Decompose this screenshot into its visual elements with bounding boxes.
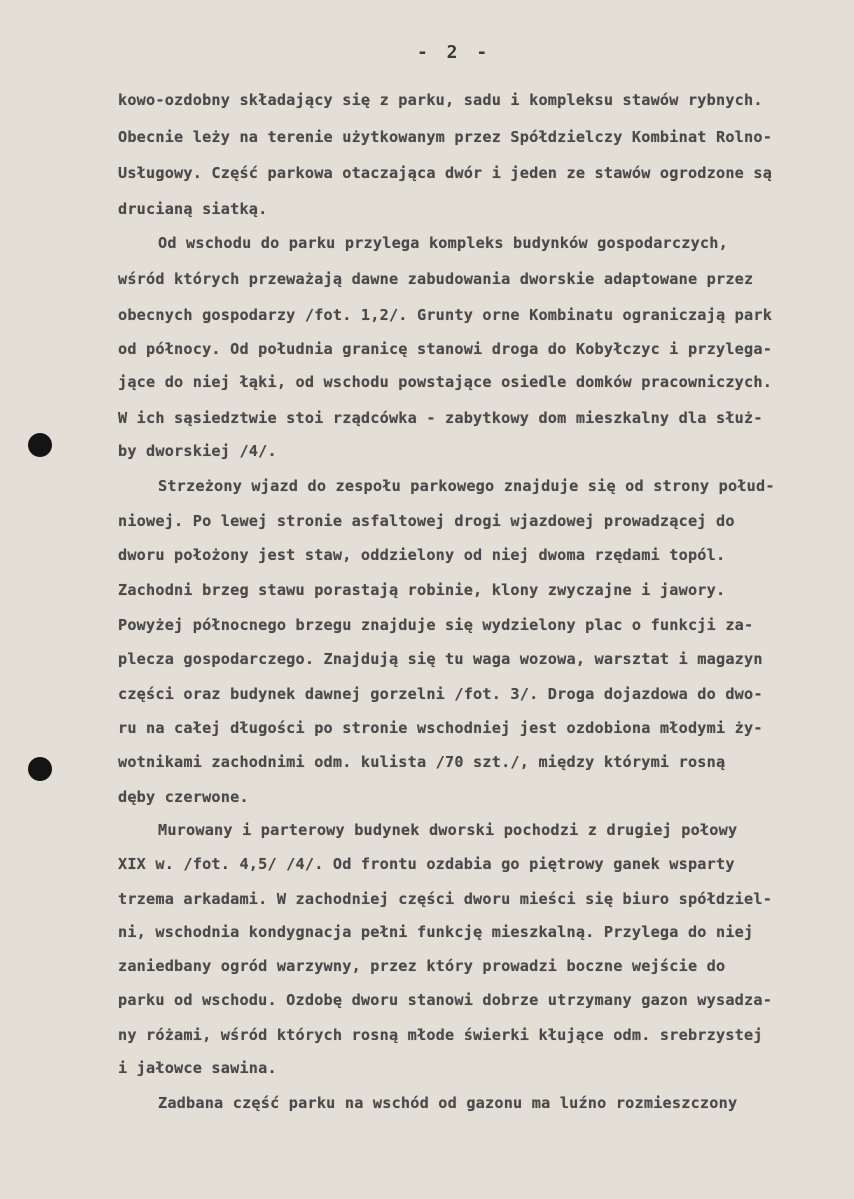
text-line: niowej. Po lewej stronie asfaltowej drogi wjazdowej prowadzącej do (118, 512, 735, 530)
text-line: Powyżej północnego brzegu znajduje się wydzielony plac o funkcji za- (118, 616, 754, 634)
text-line: ny różami, wśród których rosną młode świerki kłujące odm. srebrzystej (118, 1026, 763, 1044)
text-line: Zachodni brzeg stawu porastają robinie, klony zwyczajne i jawory. (118, 581, 726, 599)
page-number: - 2 - (417, 42, 492, 63)
text-line: Murowany i parterowy budynek dworski pochodzi z drugiej połowy (158, 821, 738, 839)
text-line: dworu położony jest staw, oddzielony od niej dwoma rzędami topól. (118, 546, 726, 564)
text-line: i jałowce sawina. (118, 1059, 277, 1077)
text-line: by dworskiej /4/. (118, 442, 277, 460)
text-line: wotnikami zachodnimi odm. kulista /70 szt./, między którymi rosną (118, 753, 726, 771)
text-line: plecza gospodarczego. Znajdują się tu waga wozowa, warsztat i magazyn (118, 650, 763, 668)
text-line: dęby czerwone. (118, 788, 249, 806)
text-line: od północy. Od południa granicę stanowi droga do Kobyłczyc i przylega- (118, 340, 773, 358)
text-line: W ich sąsiedztwie stoi rządcówka - zabytkowy dom mieszkalny dla służ- (118, 409, 763, 427)
text-line: zaniedbany ogród warzywny, przez który prowadzi boczne wejście do (118, 957, 726, 975)
text-line: parku od wschodu. Ozdobę dworu stanowi dobrze utrzymany gazon wysadza- (118, 991, 773, 1009)
text-line: drucianą siatką. (118, 200, 268, 218)
text-line: Obecnie leży na terenie użytkowanym przez Spółdzielczy Kombinat Rolno- (118, 128, 773, 146)
text-line: wśród których przeważają dawne zabudowania dworskie adaptowane przez (118, 270, 754, 288)
text-line: ru na całej długości po stronie wschodniej jest ozdobiona młodymi ży- (118, 719, 763, 737)
text-line: obecnych gospodarzy /fot. 1,2/. Grunty orne Kombinatu ograniczają park (118, 306, 773, 324)
text-line: Strzeżony wjazd do zespołu parkowego znajduje się od strony połud- (158, 477, 775, 495)
text-line: Usługowy. Część parkowa otaczająca dwór i jeden ze stawów ogrodzone są (118, 164, 773, 182)
punch-hole-lower (28, 757, 52, 781)
text-line: części oraz budynek dawnej gorzelni /fot. 3/. Droga dojazdowa do dwo- (118, 685, 763, 703)
text-line: Zadbana część parku na wschód od gazonu ma luźno rozmieszczony (158, 1094, 738, 1112)
punch-hole-upper (28, 433, 52, 457)
text-line: XIX w. /fot. 4,5/ /4/. Od frontu ozdabia go piętrowy ganek wsparty (118, 855, 735, 873)
text-line: jące do niej łąki, od wschodu powstające osiedle domków pracowniczych. (118, 373, 773, 391)
text-line: trzema arkadami. W zachodniej części dworu mieści się biuro spółdziel- (118, 890, 773, 908)
text-line: ni, wschodnia kondygnacja pełni funkcję mieszkalną. Przylega do niej (118, 923, 754, 941)
text-line: kowo-ozdobny składający się z parku, sadu i kompleksu stawów rybnych. (118, 91, 763, 109)
text-line: Od wschodu do parku przylega kompleks budynków gospodarczych, (158, 234, 728, 252)
